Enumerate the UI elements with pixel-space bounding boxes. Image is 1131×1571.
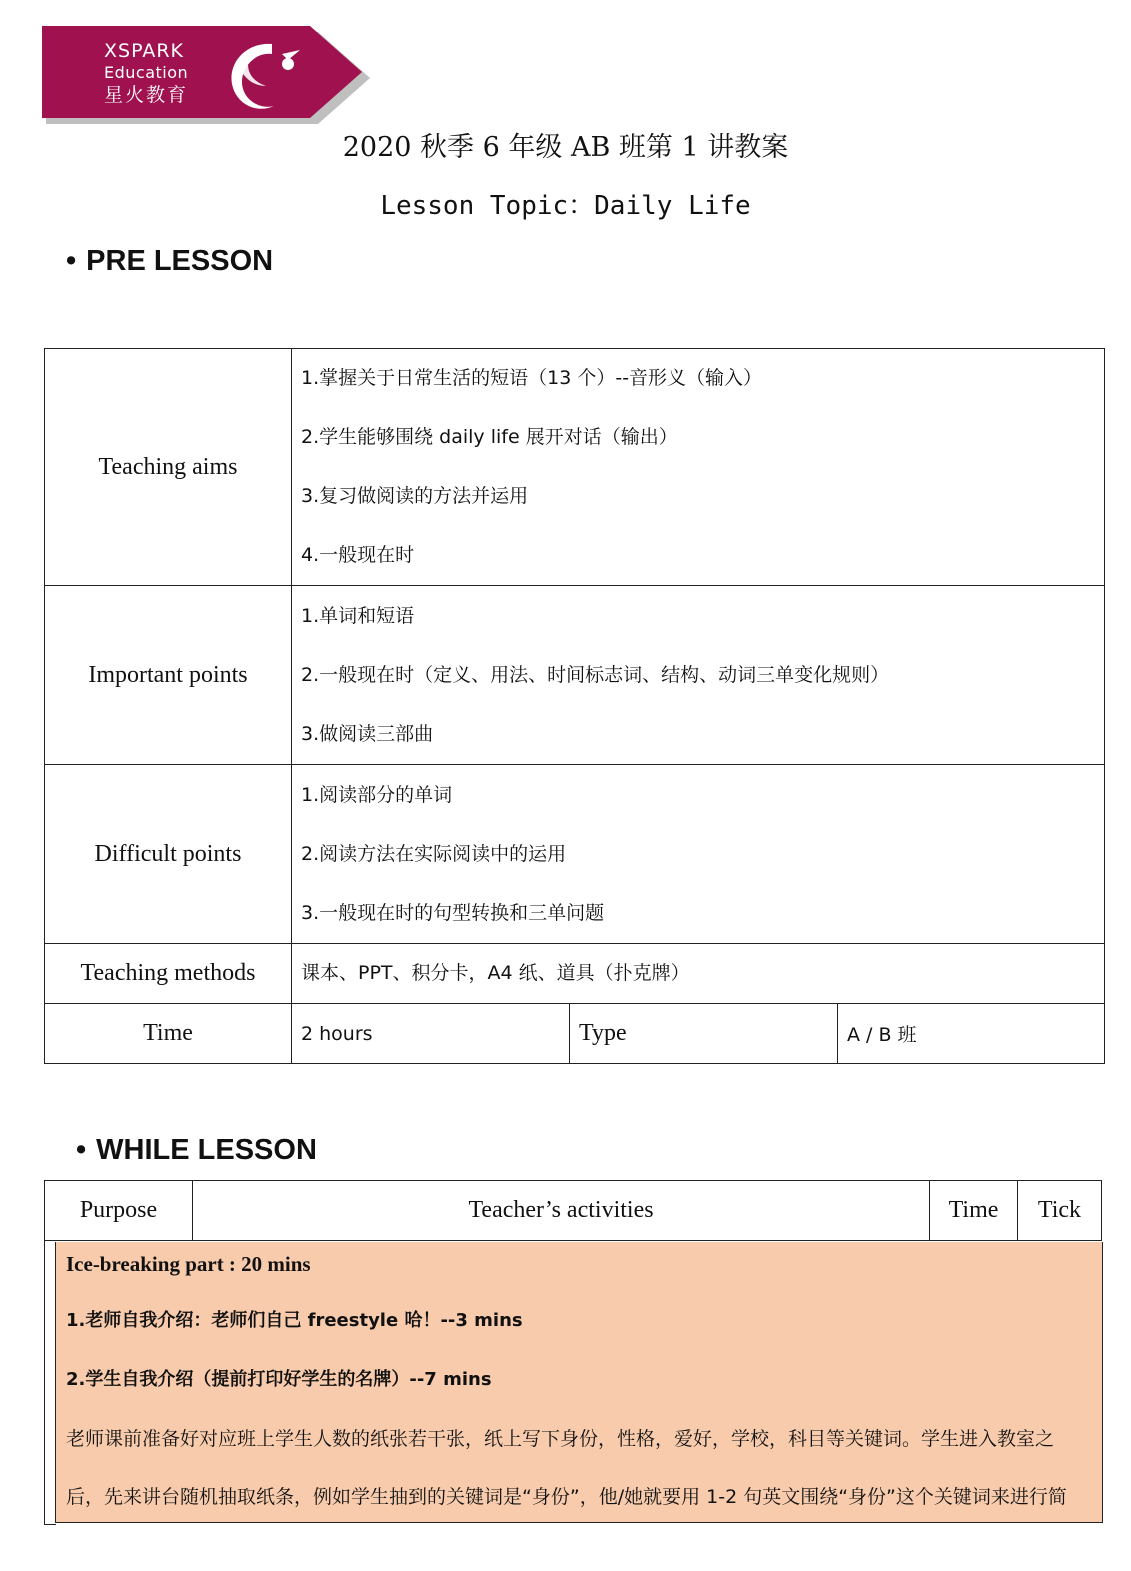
activity-item: 1.老师自我介绍：老师们自己 freestyle 哈！--3 mins [66,1310,523,1331]
pre-lesson-heading: • PRE LESSON [66,245,274,277]
list-item: 1.掌握关于日常生活的短语（13 个）--音形义（输入） [301,367,763,389]
activity-item: 2.学生自我介绍（提前打印好学生的名牌）--7 mins [66,1369,492,1390]
activities-header: Teacher’s activities [193,1181,930,1241]
row-label: Teaching aims [45,349,292,586]
xspark-logo [42,24,372,132]
bullet-icon: • [66,245,77,277]
list-item: 3.复习做阅读的方法并运用 [301,485,529,507]
table-row [45,944,1105,1004]
table-row [45,349,1105,586]
table-header-row [45,1181,1102,1241]
logo-brand: XSPARK [104,40,184,62]
purpose-header: Purpose [45,1181,193,1241]
list-item: 4.一般现在时 [301,544,415,566]
activity-paragraph: 老师课前准备好对应班上学生人数的纸张若干张，纸上写下身份，性格，爱好，学校，科目等关键词。学生进入教室之 [66,1428,1055,1450]
tick-header: Tick [1018,1181,1102,1241]
list-item: 2.阅读方法在实际阅读中的运用 [301,842,567,865]
list-item: 1.阅读部分的单词 [301,783,453,806]
list-item: 2.学生能够围绕 daily life 展开对话（输出） [301,426,678,448]
table-row [45,1004,1105,1064]
type-label: Type [570,1004,838,1064]
row-content [292,349,1105,586]
row-label: Difficult points [45,765,292,944]
block-title: Ice-breaking part : 20 mins [66,1252,311,1276]
page-title: 2020 秋季 6 年级 AB 班第 1 讲教案 [342,132,789,163]
time-value: 2 hours [292,1004,570,1064]
row-content [292,765,1105,944]
list-item: 课本、PPT、积分卡，A4 纸、道具（扑克牌） [301,962,690,984]
list-item: 3.做阅读三部曲 [301,722,434,745]
ice-breaking-block [55,1242,1103,1523]
logo-banner-shape [42,24,372,132]
table-row [45,586,1105,765]
while-lesson-heading: • WHILE LESSON [76,1134,317,1166]
type-value: A / B 班 [838,1004,1105,1064]
bullet-icon: • [76,1134,87,1166]
row-label: Important points [45,586,292,765]
lesson-topic: Lesson Topic：Daily Life [380,191,751,221]
list-item: 1.单词和短语 [301,604,415,627]
logo-text [104,42,188,105]
list-item: 3.一般现在时的句型转换和三单问题 [301,901,605,924]
row-content [292,586,1105,765]
table-row [45,765,1105,944]
logo-chinese: 星火教育 [104,84,189,106]
time-label: Time [45,1004,292,1064]
row-content [292,944,1105,1004]
row-label: Teaching methods [45,944,292,1004]
list-item: 2.一般现在时（定义、用法、时间标志词、结构、动词三单变化规则） [301,663,890,686]
while-lesson-table [44,1180,1102,1241]
activity-paragraph: 后，先来讲台随机抽取纸条，例如学生抽到的关键词是“身份”，他/她就要用 1-2 句英文围绕“身份”这个关键词来进行简 [66,1486,1067,1508]
pre-lesson-table [44,348,1105,1064]
logo-subtitle: Education [104,63,189,82]
time-header: Time [930,1181,1018,1241]
